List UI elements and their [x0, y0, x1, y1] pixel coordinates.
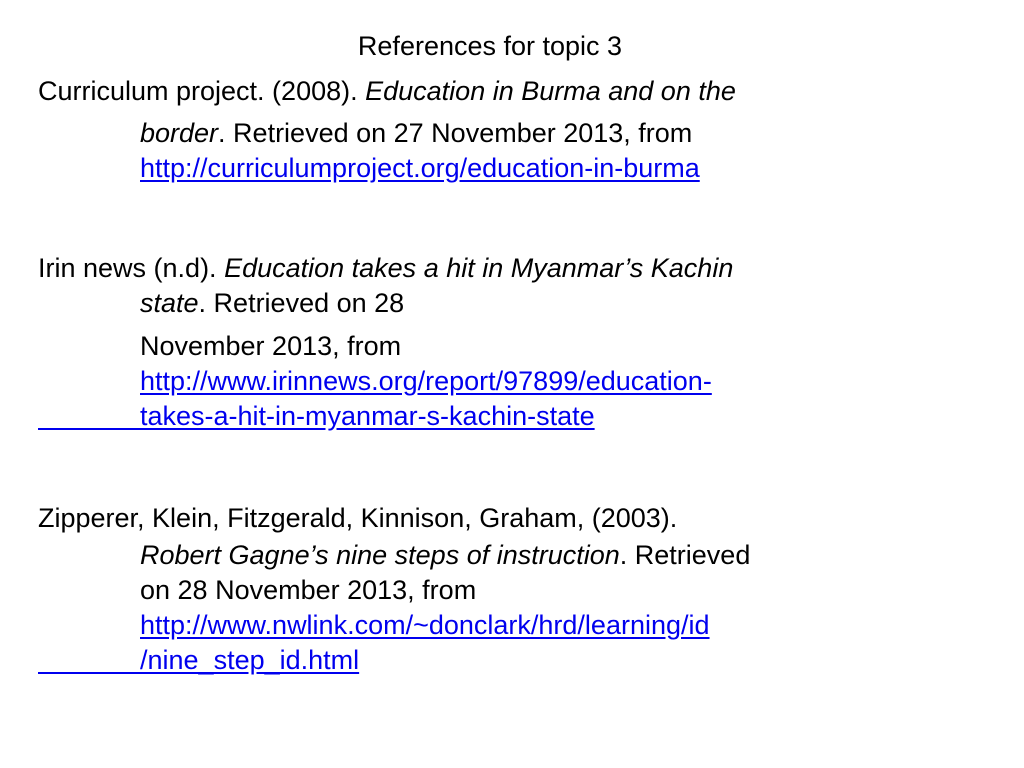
reference-line: [38, 500, 938, 537]
reference-line: [38, 363, 938, 400]
reference-line: [38, 328, 938, 365]
reference-retrieved-text-continued: November 2013, from: [140, 331, 402, 361]
reference-line: [38, 572, 938, 609]
reference-entry: [38, 250, 938, 435]
reference-line: [38, 607, 938, 644]
reference-work-title-continued: border: [140, 118, 219, 148]
reference-work-title: Education takes a hit in Myanmar’s Kachin: [224, 253, 734, 283]
reference-line: [38, 250, 938, 287]
reference-work-title: Robert Gagne’s nine steps of instruction: [140, 540, 620, 570]
reference-retrieved-text-continued: on 28 November 2013, from: [140, 575, 477, 605]
slide-title: References for topic 3: [357, 31, 623, 61]
reference-work-title: Education in Burma and on the: [365, 76, 736, 106]
reference-line: [38, 642, 938, 679]
link-underline-lead: [38, 642, 140, 674]
reference-entry: [38, 500, 938, 679]
reference-line: [38, 398, 938, 435]
reference-line: [38, 537, 938, 574]
reference-line: [38, 150, 938, 187]
reference-entry: [38, 73, 938, 187]
reference-line: [38, 285, 938, 322]
reference-url-link-continued[interactable]: /nine_step_id.html: [140, 645, 360, 675]
link-underline-lead: [38, 398, 140, 430]
reference-retrieved-text: . Retrieved on 27 November 2013, from: [218, 118, 693, 148]
reference-author-date: Curriculum project. (2008).: [38, 76, 366, 106]
reference-line: [38, 73, 938, 110]
reference-retrieved-text: . Retrieved: [619, 540, 751, 570]
reference-url-link[interactable]: http://www.nwlink.com/~donclark/hrd/learning/id: [140, 610, 710, 640]
reference-url-link-continued[interactable]: takes-a-hit-in-myanmar-s-kachin-state: [140, 401, 595, 431]
reference-line: [38, 115, 938, 152]
reference-url-link[interactable]: http://www.irinnews.org/report/97899/education-: [140, 366, 712, 396]
reference-author-date: Irin news (n.d).: [38, 253, 225, 283]
reference-author-date: Zipperer, Klein, Fitzgerald, Kinnison, Graham, (2003).: [38, 503, 678, 533]
reference-retrieved-text: . Retrieved on 28: [198, 288, 405, 318]
reference-url-link[interactable]: http://curriculumproject.org/education-in-burma: [140, 153, 700, 183]
reference-work-title-continued: state: [140, 288, 199, 318]
